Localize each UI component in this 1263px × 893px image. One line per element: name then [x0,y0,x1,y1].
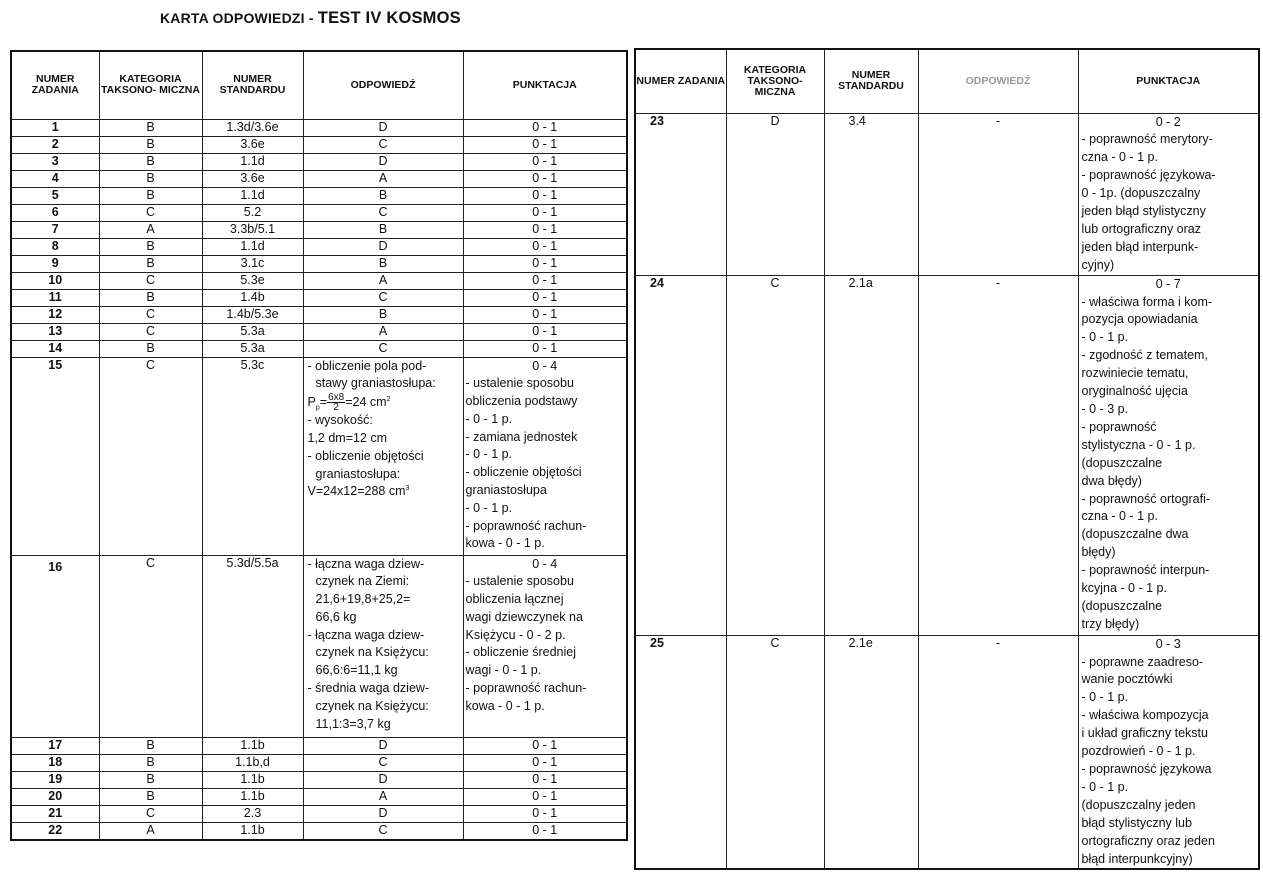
row-points [1078,113,1259,275]
ans-line [304,483,463,501]
table-row [11,255,627,272]
text-line: kcyjna - 0 - 1 p. [1081,581,1167,596]
ans-line: 1,2 dm=12 cm [307,431,388,446]
row-answer: C [303,754,463,771]
text-line: - łączna waga dziew- [307,627,425,642]
table-row [11,805,627,822]
row-std: 1.3d/3.6e [202,119,303,136]
text-line: Księżycu - 0 - 2 p. [465,627,566,642]
text-line: - zamiana jednostek [465,429,578,444]
row-std: 5.3d/5.5a [202,555,303,737]
row-num: 9 [11,255,99,272]
row-cat: C [99,306,202,323]
row-std: 1.1b [202,822,303,840]
table-row [11,170,627,187]
text-line: kowa - 0 - 1 p. [465,698,545,713]
text-line: czynek na Księżycu: [315,698,429,713]
text-line: rozwiniecie tematu, [1081,366,1189,381]
text-line: wanie pocztówki [1081,672,1173,687]
row-cat: B [99,187,202,204]
row-std: 2.1a [824,275,918,635]
table-row [11,153,627,170]
row-answer: B [303,306,463,323]
table-row [11,136,627,153]
row-std: 1.1d [202,238,303,255]
row-std: 5.3c [202,357,303,555]
row-std: 3.6e [202,170,303,187]
text-line: błąd stylistyczny lub [1081,815,1192,830]
row-cat: C [726,635,824,869]
header-numer-zadania: NUMER ZADANIA [635,49,726,113]
header-numer-standardu: NUMER STANDARDU [824,49,918,113]
text-line: jeden błąd stylistyczny [1081,204,1206,219]
row-answer: A [303,323,463,340]
formula-rest: =24 cm [345,395,387,410]
row-points: 0 - 1 [463,153,627,170]
text-line: - poprawność rachun- [465,518,587,533]
text-line: - poprawność merytory- [1081,132,1213,147]
row-points [463,357,627,555]
row-cat: B [99,255,202,272]
table-row [11,238,627,255]
table-row [11,187,627,204]
row-num: 23 [635,113,726,275]
row-std: 1.1d [202,153,303,170]
row-cat: B [99,737,202,754]
row-answer: C [303,204,463,221]
text-line: - właściwa kompozycja [1081,708,1209,723]
row-std: 2.3 [202,805,303,822]
text-line: (dopuszczalne dwa [1081,527,1189,542]
text-line: - średnia waga dziew- [307,681,430,696]
row-answer: D [303,238,463,255]
row-std: 1.1b [202,737,303,754]
row-points: 0 - 1 [463,788,627,805]
text-line: 0 - 4 [532,556,558,571]
row-cat: C [99,204,202,221]
text-line: i układ graficzny tekstu [1081,726,1208,741]
text-line: pozdrowień - 0 - 1 p. [1081,744,1196,759]
text-line: - 0 - 1 p. [465,411,513,426]
row-std: 5.2 [202,204,303,221]
text-line: dwa błędy) [1081,473,1142,488]
text-line: - ustalenie sposobu [465,574,574,589]
row-cat: B [99,289,202,306]
text-line: 66,6:6=11,1 kg [315,663,398,678]
header-punktacja: PUNKTACJA [463,51,627,119]
text-line: 66,6 kg [315,609,357,624]
text-line: stylistyczna - 0 - 1 p. [1081,437,1196,452]
table-row [11,822,627,840]
row-std: 1.4b/5.3e [202,306,303,323]
row-cat: A [99,822,202,840]
fraction-denominator: 2 [333,402,339,414]
header-odpowiedz: ODPOWIEDŹ [303,51,463,119]
row-cat: C [726,275,824,635]
text-line: - ustalenie sposobu [465,376,574,391]
text-line: jeden błąd interpunk- [1081,239,1199,254]
table-row [11,221,627,238]
text-line: 0 - 3 [1155,636,1181,651]
row-num: 13 [11,323,99,340]
row-points: 0 - 1 [463,119,627,136]
text-line: - poprawność językowa- [1081,168,1216,183]
text-line: - 0 - 1 p. [1081,330,1129,345]
table-row [11,289,627,306]
row-num: 10 [11,272,99,289]
row-answer: D [303,737,463,754]
row-points: 0 - 1 [463,238,627,255]
row-answer: D [303,153,463,170]
answer-table-left [10,50,628,841]
row-answer: A [303,272,463,289]
row-answer: B [303,187,463,204]
row-16 [11,555,627,737]
table-row [635,275,1259,635]
text-line: czynek na Ziemi: [315,574,410,589]
row-cat: B [99,170,202,187]
text-line: 0 - 7 [1155,276,1181,291]
text-line: kowa - 0 - 1 p. [465,536,545,551]
text-line: - poprawność [1081,419,1157,434]
row-answer: A [303,788,463,805]
row-answer: C [303,340,463,357]
left-rows-top [11,119,627,357]
row-points: 0 - 1 [463,323,627,340]
row-points: 0 - 1 [463,136,627,153]
text-line: - poprawne zaadreso- [1081,654,1204,669]
row-answer: C [303,822,463,840]
text-line: ortograficzny oraz jeden [1081,833,1215,848]
row-cat: C [99,805,202,822]
ans-volume: V=24x12=288 cm [307,484,406,499]
text-line: - obliczenie średniej [465,645,576,660]
row-std: 3.4 [824,113,918,275]
text-line: oryginalność ujęcia [1081,384,1188,399]
row-points: 0 - 1 [463,737,627,754]
row-std: 3.3b/5.1 [202,221,303,238]
title-part1: KARTA ODPOWIEDZI - [160,10,318,26]
row-std: 5.3a [202,323,303,340]
row-points: 0 - 1 [463,805,627,822]
ans-line: graniastosłupa: [315,466,401,481]
text-line: wagi dziewczynek na [465,609,583,624]
ans-line: - obliczenie pola pod- [307,358,427,373]
row-points: 0 - 1 [463,221,627,238]
table-row [11,737,627,754]
row-std: 1.1b [202,788,303,805]
row-cat: B [99,340,202,357]
row-num: 5 [11,187,99,204]
row-answer: C [303,289,463,306]
text-line: - obliczenie objętości [465,465,582,480]
row-num: 2 [11,136,99,153]
text-line: - poprawność interpun- [1081,563,1210,578]
row-cat: B [99,153,202,170]
row-points: 0 - 1 [463,272,627,289]
row-cat: C [99,555,202,737]
row-num: 3 [11,153,99,170]
ans-line: - wysokość: [307,413,373,428]
row-std: 3.6e [202,136,303,153]
text-line: - 0 - 1 p. [1081,779,1129,794]
header-numer-standardu: NUMER STANDARDU [202,51,303,119]
text-line: lub ortograficzny oraz [1081,221,1202,236]
answer-table-right [634,48,1260,870]
formula-p: P [307,395,316,410]
row-std: 3.1c [202,255,303,272]
row-answer: D [303,119,463,136]
ans-line: stawy graniastosłupa: [315,376,436,391]
row-points: 0 - 1 [463,170,627,187]
table-row [11,754,627,771]
header-numer-zadania: NUMER ZADANIA [11,51,99,119]
text-line: czna - 0 - 1 p. [1081,509,1158,524]
row-num: 15 [11,357,99,555]
row-answer: A [303,170,463,187]
text-line: 21,6+19,8+25,2= [315,592,411,607]
row-cat: B [99,771,202,788]
row-points: 0 - 1 [463,306,627,323]
row-std: 1.4b [202,289,303,306]
row-cat: C [99,323,202,340]
row-points: 0 - 1 [463,255,627,272]
text-line: 0 - 1p. (dopuszczalny [1081,186,1201,201]
table-row [11,323,627,340]
text-line: pozycja opowiadania [1081,312,1198,327]
row-answer: D [303,805,463,822]
row-points: 0 - 1 [463,187,627,204]
text-line: - 0 - 1 p. [465,447,513,462]
header-punktacja: PUNKTACJA [1078,49,1259,113]
row-points: 0 - 1 [463,204,627,221]
table-row [11,771,627,788]
text-line: błąd interpunkcyjny) [1081,851,1193,866]
row-num: 20 [11,788,99,805]
ans-volume-sup: 3 [405,485,410,493]
row-num: 1 [11,119,99,136]
row-15 [11,357,627,555]
row-cat: B [99,238,202,255]
text-line: - 0 - 3 p. [1081,402,1129,416]
text-line: - poprawność językowa [1081,762,1212,776]
formula-p-sub: p [315,404,320,412]
text-line: (dopuszczalne [1081,598,1163,613]
row-points: 0 - 1 [463,340,627,357]
text-line: - 0 - 1 p. [465,500,513,515]
row-cat: A [99,221,202,238]
row-points: 0 - 1 [463,754,627,771]
row-num: 18 [11,754,99,771]
text-line: trzy błędy) [1081,616,1140,631]
row-num: 4 [11,170,99,187]
row-num: 12 [11,306,99,323]
row-num: 6 [11,204,99,221]
row-answer [303,555,463,737]
formula-sup: 2 [386,395,391,403]
row-cat: B [99,754,202,771]
header-kategoria: KATEGORIA TAKSONO- MICZNA [726,49,824,113]
row-cat: B [99,136,202,153]
row-std: 1.1b,d [202,754,303,771]
row-points: 0 - 1 [463,289,627,306]
row-cat: B [99,788,202,805]
text-line: - właściwa forma i kom- [1081,294,1213,309]
row-cat: B [99,119,202,136]
text-line: - 0 - 1 p. [1081,690,1129,705]
row-std: 5.3e [202,272,303,289]
row-answer: D [303,771,463,788]
ans-line: - obliczenie objętości [307,448,424,463]
header-odpowiedz: ODPOWIEDŹ [918,49,1078,113]
table-row [11,788,627,805]
header-kategoria: KATEGORIA TAKSONO- MICZNA [99,51,202,119]
row-num: 14 [11,340,99,357]
text-line: 11,1:3=3,7 kg [315,716,391,731]
row-answer [303,357,463,555]
text-line: (dopuszczalne [1081,455,1163,470]
row-std: 1.1d [202,187,303,204]
row-answer: - [918,113,1078,275]
row-answer: B [303,255,463,272]
text-line: 0 - 4 [532,358,558,373]
row-std: 5.3a [202,340,303,357]
row-cat: D [726,113,824,275]
text-line: czynek na Księżycu: [315,645,429,660]
row-points [1078,275,1259,635]
text-line: graniastosłupa [465,483,547,498]
table-row [11,204,627,221]
row-num: 8 [11,238,99,255]
table-row [11,340,627,357]
row-num: 16 [11,555,99,737]
table-row [635,635,1259,869]
row-answer: B [303,221,463,238]
row-points [1078,635,1259,869]
table-row [11,119,627,136]
row-points: 0 - 1 [463,771,627,788]
text-line: - zgodność z tematem, [1081,348,1208,363]
row-cat: C [99,357,202,555]
row-num: 24 [635,275,726,635]
text-line: czna - 0 - 1 p. [1081,150,1158,165]
row-num: 19 [11,771,99,788]
text-line: wagi - 0 - 1 p. [465,663,542,678]
text-line: cyjny) [1081,257,1115,272]
fraction-numerator: 6x8 [328,392,345,404]
row-answer: - [918,275,1078,635]
left-rows-bottom [11,737,627,840]
row-std: 1.1b [202,771,303,788]
text-line: 0 - 2 [1155,114,1181,129]
row-num: 21 [11,805,99,822]
row-num: 11 [11,289,99,306]
ans-formula: $P_p=$ $\frac{6x8}{2}=24$ $cm^2$ [307,392,391,414]
row-points: 0 - 1 [463,822,627,840]
row-num: 25 [635,635,726,869]
row-cat: C [99,272,202,289]
text-line: (dopuszczalny jeden [1081,797,1196,812]
formula-fraction [327,393,345,412]
row-std: 2.1e [824,635,918,869]
text-line: obliczenia podstawy [465,394,578,409]
row-answer: C [303,136,463,153]
text-line: - poprawność rachun- [465,681,587,696]
title-part2: TEST IV KOSMOS [317,9,461,27]
table-row [11,306,627,323]
text-line: obliczenia łącznej [465,592,564,607]
text-line: - łączna waga dziew- [307,556,425,571]
row-points [463,555,627,737]
row-num: 22 [11,822,99,840]
row-answer: - [918,635,1078,869]
text-line: - poprawność ortografi- [1081,491,1211,506]
row-num: 17 [11,737,99,754]
page-title [160,9,461,28]
right-rows [635,113,1259,869]
text-line: błędy) [1081,545,1116,560]
table-row [11,272,627,289]
row-num: 7 [11,221,99,238]
table-row [635,113,1259,275]
